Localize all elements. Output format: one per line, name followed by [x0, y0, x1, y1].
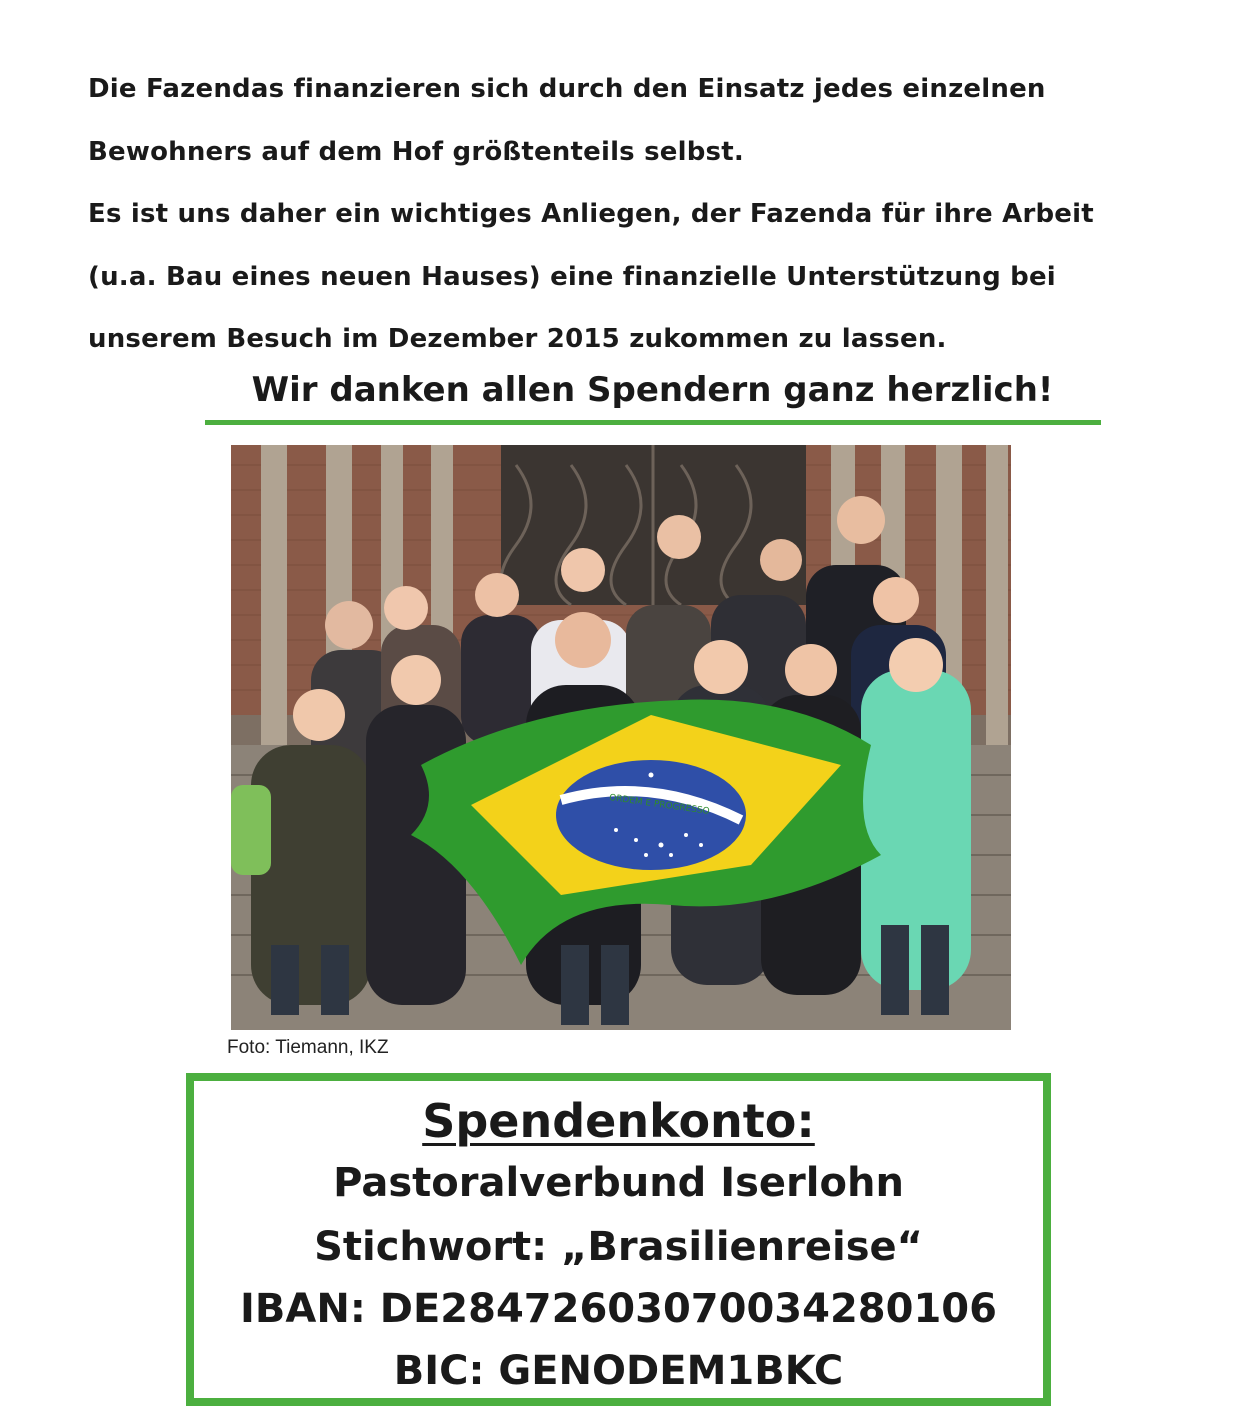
intro-line: Die Fazendas finanzieren sich durch den Einsatz jedes einzelnen — [88, 74, 1046, 104]
intro-text — [88, 58, 1168, 371]
donation-bic: BIC: GENODEM1BKC — [393, 1348, 844, 1394]
donation-heading: Spendenkonto: — [422, 1094, 815, 1148]
intro-line: Bewohners auf dem Hof größtenteils selbst. — [88, 136, 744, 167]
intro-line: Es ist uns daher ein wichtiges Anliegen, der Fazenda für ihre Arbeit — [88, 199, 1094, 229]
intro-line: unserem Besuch im Dezember 2015 zukommen zu lassen. — [88, 324, 947, 354]
donation-iban: IBAN: DE28472603070034280106 — [240, 1286, 997, 1332]
donation-keyword: Stichwort: „Brasilienreise“ — [314, 1224, 923, 1270]
photo-caption: Foto: Tiemann, IKZ — [227, 1037, 389, 1058]
thanks-divider — [205, 420, 1101, 425]
group-photo — [231, 445, 1011, 1030]
flag-motto: ORDEM E PROGRESSO — [608, 793, 711, 818]
intro-line: (u.a. Bau eines neuen Hauses) eine finanzielle Unterstützung bei — [88, 261, 1056, 292]
donation-recipient: Pastoralverbund Iserlohn — [333, 1160, 904, 1206]
donation-account-box — [186, 1073, 1051, 1406]
thanks-heading: Wir danken allen Spendern ganz herzlich! — [251, 370, 1054, 410]
group-photo-illustration — [231, 445, 1011, 1030]
